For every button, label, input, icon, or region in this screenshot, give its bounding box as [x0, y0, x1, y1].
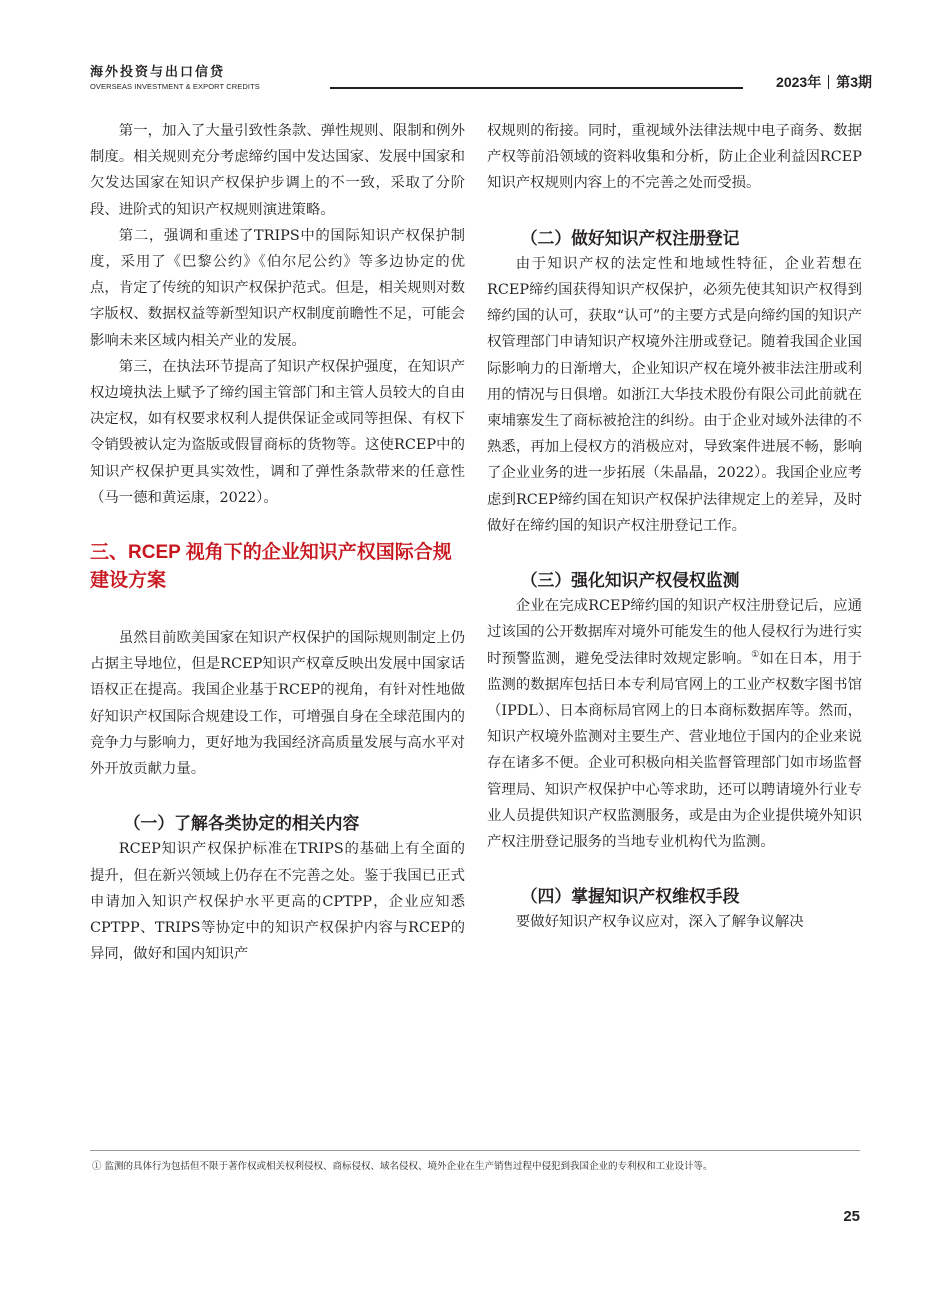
paragraph-subsection-4: 要做好知识产权争议应对，深入了解争议解决: [515, 914, 804, 931]
paragraph-second: 第二，强调和重述了TRIPS中的国际知识产权保护制度，采用了《巴黎公约》《伯尔尼公约》等多边协定的优点，肯定了传统的知识产权保护范式。但是，相关规则对数字版权、数据权益等新型知识产权制度前瞻性不足，可能会影响未来区域内相关产业的发展。: [90, 227, 465, 349]
header-rule: [330, 87, 743, 89]
issue-info: [776, 72, 872, 92]
journal-title-cn: 海外投资与出口信贷: [90, 65, 226, 80]
issue-year: 2023年: [776, 74, 822, 90]
footnote-rule: [90, 1150, 860, 1151]
paragraph-subsection-3-a: 企业在完成RCEP缔约国的知识产权注册登记后，应通过该国的公开数据库对境外可能发生的他人侵权行为进行实时预警监测，避免受法律时效规定影响。: [487, 598, 862, 667]
paragraph-subsection-2: 由于知识产权的法定性和地域性特征，企业若想在RCEP缔约国获得知识产权保护，必须先使其知识产权得到缔约国的认可，获取“认可”的主要方式是向缔约国的知识产权管理部门申请知识产权境外注册或登记。随着我国企业国际影响力的日渐增大，企业知识产权在境外被非法注册或利用的情况与日俱增。如浙江大华技术股份有限公司此前就在柬埔寨发生了商标被抢注的纠纷。由于企业对域外法律的不熟悉，再加上侵权方的消极应对，导致案件进展不畅，影响了企业业务的进一步拓展（朱晶晶，2022）。我国企业应考虑到RCEP缔约国在知识产权保护法律规定上的差异，及时做好在缔约国的知识产权注册登记工作。: [487, 255, 862, 534]
right-column: [487, 118, 862, 936]
issue-separator: [828, 75, 829, 89]
page-number: 25: [843, 1208, 860, 1225]
journal-masthead: [90, 66, 260, 92]
subsection-2-heading: （二）做好知识产权注册登记: [520, 227, 740, 248]
paragraph-section-intro: 虽然目前欧美国家在知识产权保护的国际规则制定上仍占据主导地位，但是RCEP知识产权章反映出发展中国家话语权正在提高。我国企业基于RCEP的视角，有针对性地做好知识产权国际合规建设工作，可增强自身在全球范围内的竞争力与影响力，更好地为我国经济高质量发展与高水平对外开放贡献力量。: [90, 630, 465, 778]
paragraph-third: 第三，在执法环节提高了知识产权保护强度，在知识产权边境执法上赋予了缔约国主管部门和主管人员较大的自由决定权，如有权要求权利人提供保证金或同等担保、有权下令销毁被认定为盗版或假冒商标的货物等。这使RCEP中的知识产权保护更具实效性，调和了弹性条款带来的任意性（马一德和黄运康，2022）。: [90, 358, 465, 506]
paragraph-continued: 权规则的衔接。同时，重视域外法律法规中电子商务、数据产权等前沿领域的资料收集和分析，防止企业利益因RCEP知识产权规则内容上的不完善之处而受损。: [487, 123, 862, 192]
journal-title-en: OVERSEAS INVESTMENT & EXPORT CREDITS: [90, 82, 260, 91]
paragraph-subsection-3-b: 如在日本，用于监测的数据库包括日本专利局官网上的工业产权数字图书馆（IPDL）、日本商标局官网上的日本商标数据库等。然而，知识产权境外监测对主要生产、营业地位于国内的企业来说存在诸多不便。企业可积极向相关监督管理部门如市场监督管理局、知识产权保护中心等求助，还可以聘请境外行业专业人员提供知识产权监测服务，或是由为企业提供境外知识产权注册登记服务的当地专业机构代为监测。: [487, 650, 862, 851]
subsection-1-heading: （一）了解各类协定的相关内容: [123, 813, 360, 834]
footnote-marker[interactable]: ①: [751, 649, 760, 660]
subsection-4-heading: （四）掌握知识产权维权手段: [520, 886, 740, 907]
subsection-3-heading: （三）强化知识产权侵权监测: [520, 570, 740, 591]
issue-number: 第3期: [836, 74, 872, 90]
paragraph-subsection-3: [487, 593, 862, 855]
left-column: [90, 118, 465, 967]
paragraph-subsection-1: RCEP知识产权保护标准在TRIPS的基础上有全面的提升，但在新兴领域上仍存在不完善之处。鉴于我国已正式申请加入知识产权保护水平更高的CPTPP，企业应知悉CPTPP、TRIPS等协定中的知识产权保护内容与RCEP的异同，做好和国内知识产: [90, 841, 465, 963]
footnote-text: ① 监测的具体行为包括但不限于著作权或相关权利侵权、商标侵权、域名侵权、境外企业在生产销售过程中侵犯到我国企业的专利权和工业设计等。: [92, 1161, 713, 1172]
section-3-heading: 三、RCEP 视角下的企业知识产权国际合规建设方案: [90, 542, 452, 592]
paragraph-first: 第一，加入了大量引致性条款、弹性规则、限制和例外制度。相关规则充分考虑缔约国中发达国家、发展中国家和欠发达国家在知识产权保护步调上的不一致，采取了分阶段、进阶式的知识产权规则演进策略。: [90, 123, 465, 218]
